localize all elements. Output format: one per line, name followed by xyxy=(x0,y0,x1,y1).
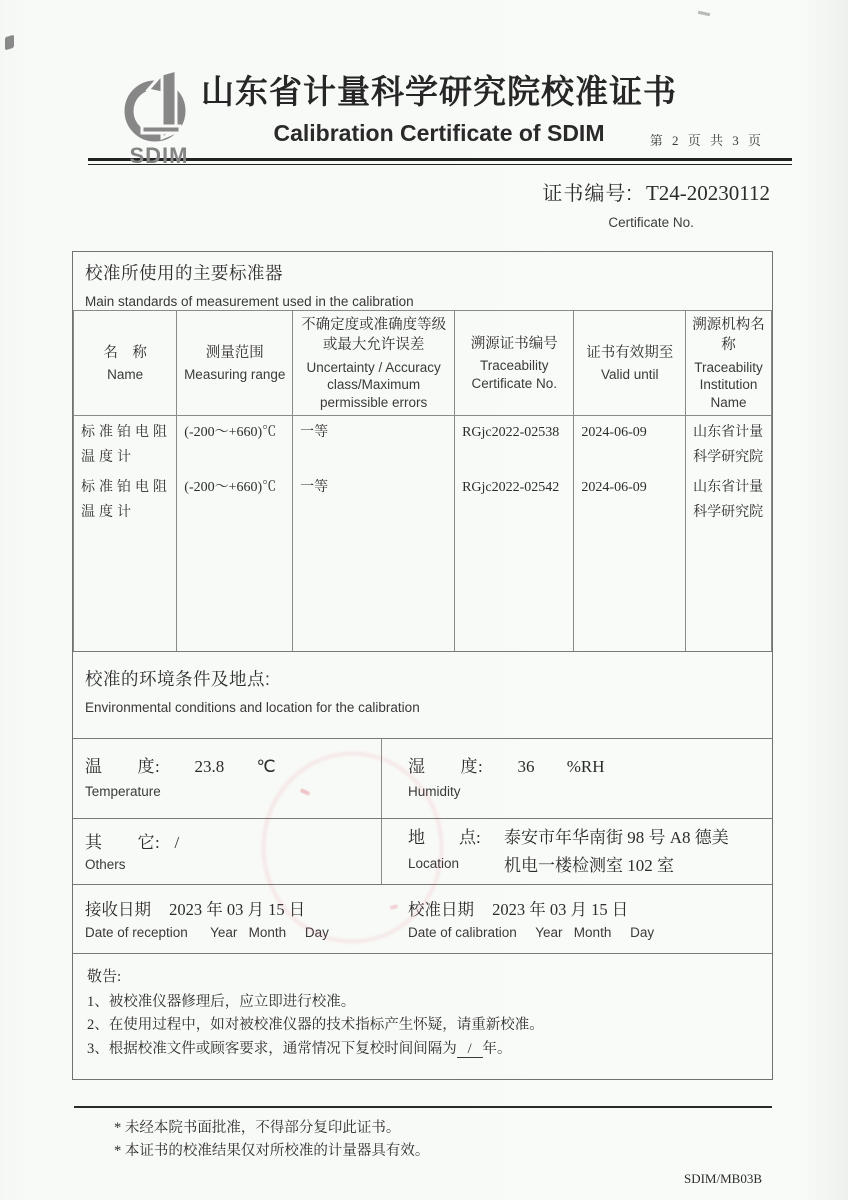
notice-item-2: 2、在使用过程中，如对被校准仪器的技术指标产生怀疑，请重新校准。 xyxy=(87,1017,544,1034)
col-header-uncertainty-cn: 不确定度或准确度等级或最大允许误差 xyxy=(301,317,447,354)
logo-label: SDIM xyxy=(129,143,189,168)
col-header-institution-cn: 溯源机构名称 xyxy=(692,317,765,354)
standard-valid-until: 2024-06-09 xyxy=(574,416,686,471)
col-header-uncertainty-en: Uncertainty / Accuracy class/Maximum permissible errors xyxy=(306,359,441,410)
footer-note-2: * 本证书的校准结果仅对所校准的计量器具有效。 xyxy=(114,1143,430,1160)
empty-cell xyxy=(293,525,455,651)
temperature-value: 23.8 xyxy=(194,756,225,776)
standards-section-header xyxy=(73,252,772,310)
col-header-institution xyxy=(686,311,772,416)
form-number: SDIM/MB03B xyxy=(683,1171,762,1187)
temperature-label: 温 度: xyxy=(85,756,161,776)
footer-note-1: * 未经本院书面批准，不得部分复印此证书。 xyxy=(114,1119,401,1136)
temperature-label-english: Temperature xyxy=(85,783,161,799)
temperature-humidity-row xyxy=(73,738,772,818)
standards-title: 校准所使用的主要标准器 xyxy=(85,263,283,283)
standard-name: 标准铂电阻温度计 xyxy=(74,471,177,525)
environment-title-english: Environmental conditions and location for the calibration xyxy=(85,699,420,715)
col-header-traceability-cert-cn: 溯源证书编号 xyxy=(470,335,558,352)
reception-date-label: 接收日期 xyxy=(85,899,151,919)
col-header-valid-until-cn: 证书有效期至 xyxy=(586,344,674,361)
page-title-english: Calibration Certificate of SDIM xyxy=(273,120,605,146)
col-header-uncertainty xyxy=(293,311,455,416)
humidity-label: 湿 度: xyxy=(407,756,484,776)
humidity-unit: %RH xyxy=(566,756,605,776)
standards-table xyxy=(73,310,772,651)
others-block xyxy=(73,819,382,884)
calibration-date-value: 2023 年 03 月 15 日 xyxy=(492,899,629,919)
others-line xyxy=(85,828,381,853)
col-header-range xyxy=(177,311,293,416)
col-header-valid-until-en: Valid until xyxy=(600,366,659,382)
standard-institution: 山东省计量科学研究院 xyxy=(686,416,772,471)
others-label: 其 它: xyxy=(85,832,161,852)
main-content-box xyxy=(72,251,773,1080)
standards-title-english: Main standards of measurement used in the calibration xyxy=(85,294,414,309)
reception-date-value: 2023 年 03 月 15 日 xyxy=(169,899,306,919)
location-label: 地 点: xyxy=(407,827,481,847)
empty-cell xyxy=(177,525,293,651)
notice-item-3-blank: / xyxy=(456,1040,483,1057)
notice-section xyxy=(73,953,772,1079)
others-location-row xyxy=(73,818,772,884)
reception-date-line xyxy=(85,896,382,920)
col-header-institution-en: Traceability Institution Name xyxy=(694,359,763,410)
notice-item-3 xyxy=(87,1038,758,1061)
col-header-range-cn: 测量范围 xyxy=(205,344,264,361)
empty-cell xyxy=(686,525,772,651)
empty-cell xyxy=(74,525,177,651)
footer-divider xyxy=(74,1106,772,1108)
standards-table-header-row xyxy=(74,311,772,416)
location-value-line2: 机电一楼检测室 102 室 xyxy=(503,855,674,875)
certificate-number-label-english: Certificate No. xyxy=(608,215,694,230)
col-header-name-cn: 名 称 xyxy=(103,344,147,361)
environment-section-header xyxy=(73,651,772,738)
dates-row xyxy=(73,884,772,953)
footer-notes xyxy=(114,1117,848,1163)
standard-accuracy: 一等 xyxy=(293,416,455,471)
col-header-name xyxy=(74,311,177,416)
location-value-line1: 泰安市年华南街 98 号 A8 德美 xyxy=(503,827,729,847)
standard-valid-until: 2024-06-09 xyxy=(574,471,686,525)
col-header-traceability-cert-en: Traceability Certificate No. xyxy=(471,358,558,391)
standard-cert-no: RGjc2022-02542 xyxy=(455,471,574,525)
others-label-english: Others xyxy=(85,856,126,872)
location-label-english: Location xyxy=(407,855,459,871)
calibration-date-block xyxy=(382,885,772,953)
notice-item-1: 1、被校准仪器修理后，应立即进行校准。 xyxy=(87,993,356,1010)
standard-accuracy: 一等 xyxy=(293,471,455,525)
certificate-number-line xyxy=(542,177,770,206)
standard-institution: 山东省计量科学研究院 xyxy=(686,471,772,525)
humidity-label-english: Humidity xyxy=(407,783,461,799)
calibration-date-english: Date of calibration Year Month Day xyxy=(407,924,655,940)
reception-date-english: Date of reception Year Month Day xyxy=(85,924,329,940)
notice-item-3-prefix: 3、根据校准文件或顾客要求，通常情况下复校时间间隔为 xyxy=(87,1040,457,1057)
col-header-range-en: Measuring range xyxy=(184,366,286,382)
temperature-line xyxy=(85,752,381,777)
certificate-number-value: T24-20230112 xyxy=(645,181,770,205)
notice-item-3-suffix: 年。 xyxy=(482,1040,512,1057)
empty-cell xyxy=(574,525,686,651)
header xyxy=(0,0,848,168)
page-number: 第 2 页 共 3 页 xyxy=(649,133,764,148)
reception-date-block xyxy=(73,885,382,953)
location-block xyxy=(382,819,772,884)
table-row xyxy=(74,416,772,471)
standard-name: 标准铂电阻温度计 xyxy=(74,416,177,471)
col-header-traceability-cert xyxy=(455,311,574,416)
temperature-block xyxy=(73,739,382,818)
col-header-name-en: Name xyxy=(107,366,144,382)
standard-cert-no: RGjc2022-02538 xyxy=(455,416,574,471)
table-empty-row xyxy=(74,525,772,651)
notice-title: 敬告: xyxy=(87,968,122,985)
calibration-date-line xyxy=(408,896,772,920)
environment-title: 校准的环境条件及地点: xyxy=(85,668,271,689)
table-row xyxy=(74,471,772,525)
standard-range: (-200～+660)℃ xyxy=(177,471,293,525)
humidity-line xyxy=(408,752,772,777)
temperature-unit: ℃ xyxy=(256,756,276,776)
humidity-block xyxy=(382,739,772,818)
standard-range: (-200～+660)℃ xyxy=(177,416,293,471)
page-title: 山东省计量科学研究院校准证书 xyxy=(201,75,677,111)
col-header-valid-until xyxy=(574,311,686,416)
others-value: / xyxy=(174,832,180,852)
humidity-value: 36 xyxy=(517,756,535,776)
certificate-number-label: 证书编号: xyxy=(542,183,633,205)
calibration-date-label: 校准日期 xyxy=(407,899,474,919)
empty-cell xyxy=(455,525,574,651)
certificate-number-block xyxy=(542,177,770,230)
location-grid xyxy=(408,826,772,878)
